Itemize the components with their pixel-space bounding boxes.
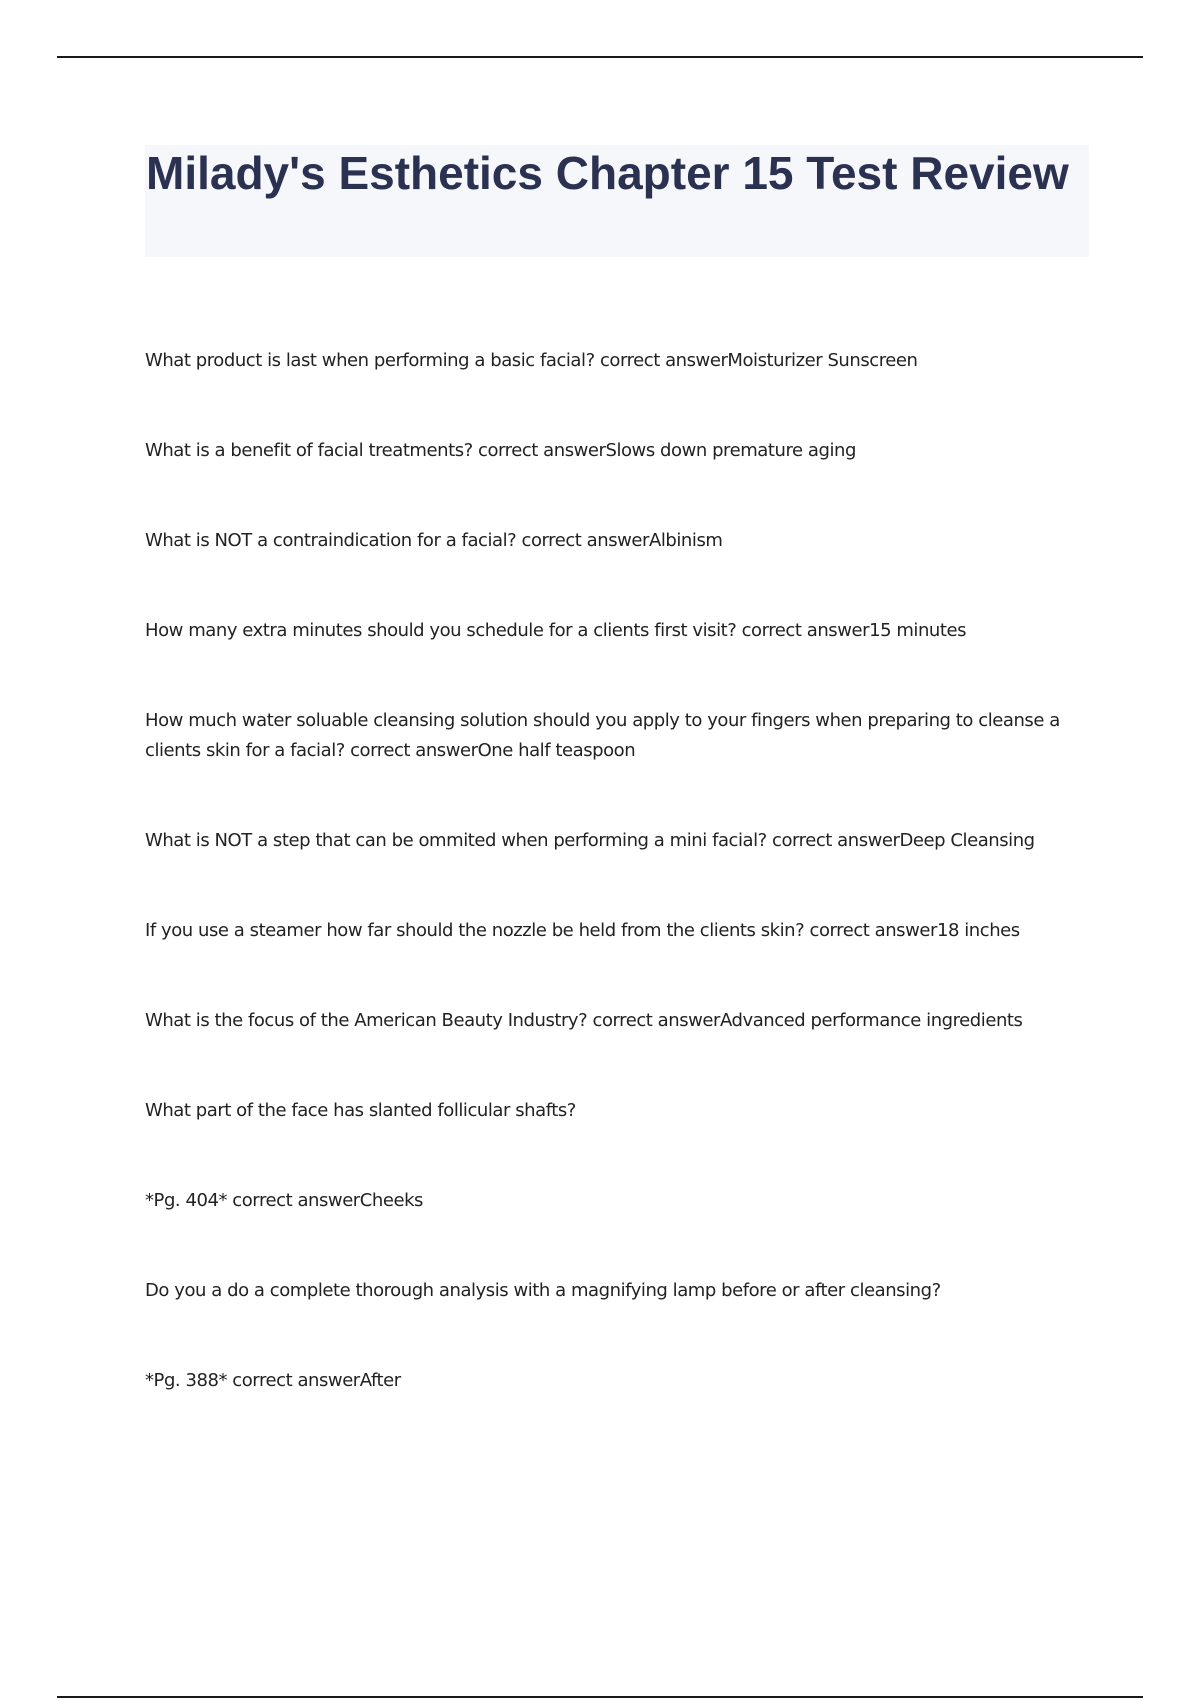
qa-list (145, 346, 1093, 1456)
qa-item: What part of the face has slanted follicular shafts? (145, 1100, 576, 1121)
qa-item: What is a benefit of facial treatments? correct answerSlows down premature aging (145, 440, 856, 461)
qa-item: How many extra minutes should you schedule for a clients first visit? correct answer15 minutes (145, 620, 967, 641)
page-title: Milady's Esthetics Chapter 15 Test Review (146, 147, 1069, 199)
qa-item: Do you a do a complete thorough analysis with a magnifying lamp before or after cleansing? (145, 1280, 941, 1301)
qa-item: If you use a steamer how far should the nozzle be held from the clients skin? correct answer18 inches (145, 920, 1020, 941)
top-rule (57, 56, 1143, 58)
qa-item: *Pg. 404* correct answerCheeks (145, 1190, 423, 1211)
qa-item: What is the focus of the American Beauty Industry? correct answerAdvanced performance ingredients (145, 1010, 1023, 1031)
title-banner (145, 145, 1089, 257)
qa-item: *Pg. 388* correct answerAfter (145, 1370, 401, 1391)
bottom-rule (57, 1696, 1143, 1698)
qa-item: How much water soluable cleansing solution should you apply to your fingers when preparing to cleanse a clients skin for a facial? correct answerOne half teaspoon (145, 710, 1060, 761)
qa-item: What is NOT a step that can be ommited when performing a mini facial? correct answerDeep Cleansing (145, 830, 1035, 851)
qa-item: What is NOT a contraindication for a facial? correct answerAlbinism (145, 530, 723, 551)
qa-item: What product is last when performing a basic facial? correct answerMoisturizer Sunscreen (145, 350, 918, 371)
